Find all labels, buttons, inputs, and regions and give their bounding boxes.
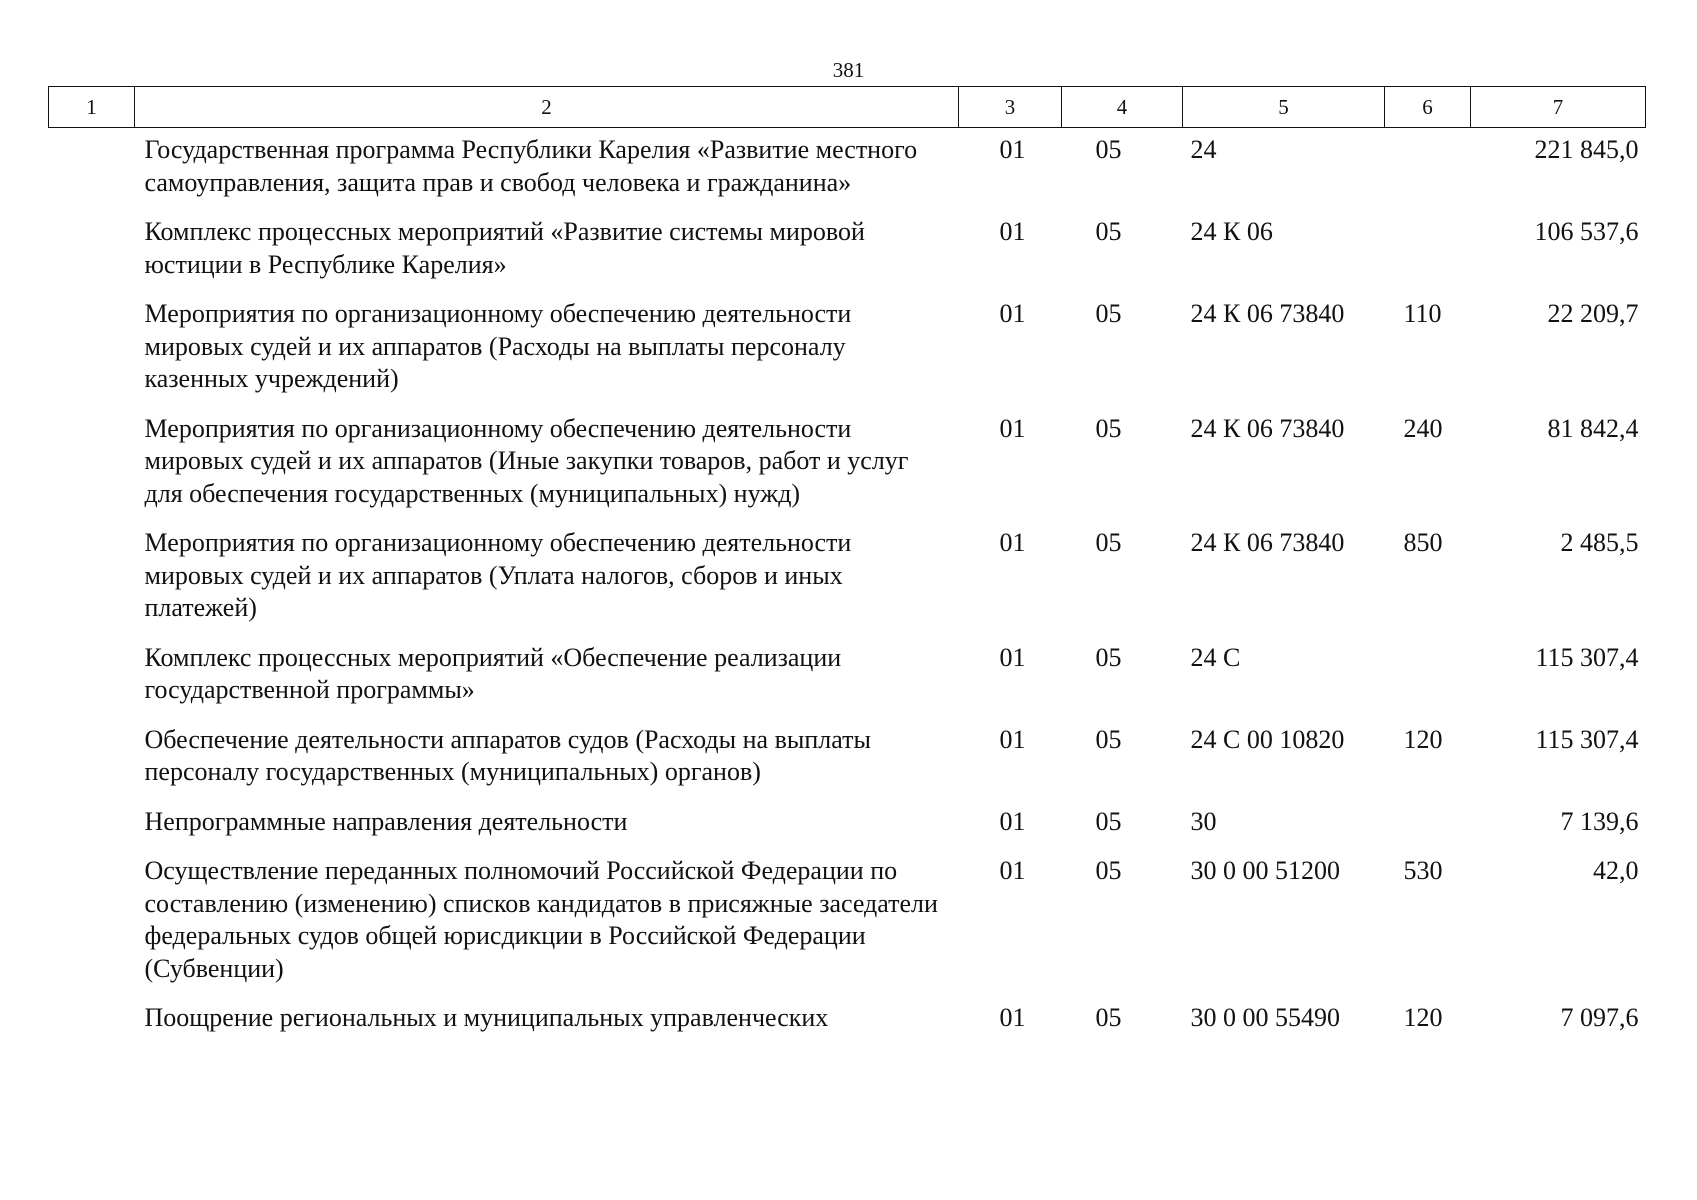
section-code: 01 (999, 528, 1026, 557)
table-row (49, 128, 1646, 217)
item-name: Государственная программа Республики Карелия «Развитие местного самоуправления, защита прав и свобод человека и гражданина» (144, 135, 918, 197)
section-code: 01 (999, 1003, 1026, 1032)
section-code: 01 (999, 135, 1026, 164)
item-name: Непрограммные направления деятельности (144, 806, 628, 836)
subsection-code: 05 (1095, 528, 1122, 557)
item-name: Осуществление переданных полномочий Российской Федерации по составлению (изменению) списков кандидатов в присяжные заседатели федеральных судов общей юрисдикции в Российской Федерации (Субвенции) (144, 856, 938, 983)
table-row (49, 413, 1646, 528)
expense-type-code (1385, 216, 1471, 298)
target-article-code: 24 К 06 73840 (1190, 299, 1345, 328)
expense-type-code (1385, 642, 1471, 724)
amount: 106 537,6 (1534, 217, 1639, 246)
section-code: 01 (999, 724, 1026, 754)
table-body (49, 128, 1646, 1052)
target-article-code: 24 К 06 (1190, 217, 1273, 246)
expense-type-code: 120 (1403, 1003, 1443, 1032)
amount: 7 097,6 (1560, 1003, 1639, 1032)
subsection-code: 05 (1095, 299, 1122, 328)
section-code: 01 (999, 806, 1026, 836)
item-name: Комплекс процессных мероприятий «Обеспечение реализации государственной программы» (144, 642, 842, 704)
target-article-code: 24 С 00 10820 (1190, 724, 1345, 754)
amount: 81 842,4 (1547, 413, 1639, 443)
table-row (49, 806, 1646, 856)
column-number-2: 2 (135, 87, 959, 128)
expense-type-code: 530 (1403, 856, 1443, 885)
subsection-code: 05 (1095, 856, 1122, 885)
subsection-code: 05 (1095, 217, 1122, 246)
section-code: 01 (999, 642, 1026, 672)
column-number-1: 1 (49, 87, 135, 128)
expense-type-code: 120 (1403, 724, 1443, 754)
expense-type-code: 240 (1403, 413, 1443, 443)
page-number: 381 (832, 58, 865, 82)
column-number-5: 5 (1183, 87, 1385, 128)
table-row (49, 1002, 1646, 1052)
section-code: 01 (999, 856, 1026, 885)
amount: 2 485,5 (1560, 528, 1639, 557)
expense-type-code: 110 (1403, 299, 1442, 328)
expense-type-code: 850 (1403, 528, 1443, 557)
subsection-code: 05 (1095, 724, 1122, 754)
subsection-code: 05 (1095, 806, 1122, 836)
target-article-code: 30 (1190, 806, 1217, 836)
subsection-code: 05 (1095, 135, 1122, 164)
column-number-6: 6 (1385, 87, 1471, 128)
table-row (49, 216, 1646, 298)
column-number-7: 7 (1471, 87, 1646, 128)
subsection-code: 05 (1095, 642, 1122, 672)
table-row (49, 855, 1646, 1002)
amount: 7 139,6 (1560, 806, 1639, 836)
table-row (49, 642, 1646, 724)
amount: 221 845,0 (1534, 135, 1639, 164)
table-row (49, 724, 1646, 806)
amount: 42,0 (1593, 856, 1639, 885)
target-article-code: 24 С (1190, 642, 1241, 672)
target-article-code: 24 К 06 73840 (1190, 413, 1345, 443)
target-article-code: 24 (1190, 135, 1217, 164)
expense-type-code (1385, 806, 1471, 856)
column-number-3: 3 (959, 87, 1062, 128)
amount: 115 307,4 (1535, 642, 1639, 672)
item-name: Обеспечение деятельности аппаратов судов (Расходы на выплаты персоналу государственных (муниципальных) органов) (144, 724, 871, 786)
column-number-row (49, 87, 1646, 128)
item-name: Комплекс процессных мероприятий «Развитие системы мировой юстиции в Республике Карелия» (144, 217, 865, 279)
expense-type-code (1385, 128, 1471, 217)
item-name: Мероприятия по организационному обеспечению деятельности мировых судей и их аппаратов (Иные закупки товаров, работ и услуг для обеспечения государственных (муниципальных) нужд) (144, 413, 909, 508)
target-article-code: 30 0 00 55490 (1190, 1003, 1340, 1032)
target-article-code: 24 К 06 73840 (1190, 528, 1345, 557)
item-name: Мероприятия по организационному обеспечению деятельности мировых судей и их аппаратов (Уплата налогов, сборов и иных платежей) (144, 528, 852, 622)
subsection-code: 05 (1095, 413, 1122, 443)
target-article-code: 30 0 00 51200 (1190, 856, 1340, 885)
column-number-4: 4 (1062, 87, 1183, 128)
section-code: 01 (999, 413, 1026, 443)
amount: 22 209,7 (1547, 299, 1639, 328)
amount: 115 307,4 (1535, 724, 1639, 754)
table-header (49, 87, 1646, 128)
section-code: 01 (999, 299, 1026, 328)
section-code: 01 (999, 217, 1026, 246)
table-row (49, 298, 1646, 413)
item-name: Поощрение региональных и муниципальных управленческих (144, 1003, 829, 1032)
table-row (49, 527, 1646, 642)
item-name: Мероприятия по организационному обеспечению деятельности мировых судей и их аппаратов (Расходы на выплаты персоналу казенных учреждений) (144, 299, 852, 393)
budget-table (48, 86, 1646, 1052)
subsection-code: 05 (1095, 1003, 1122, 1032)
